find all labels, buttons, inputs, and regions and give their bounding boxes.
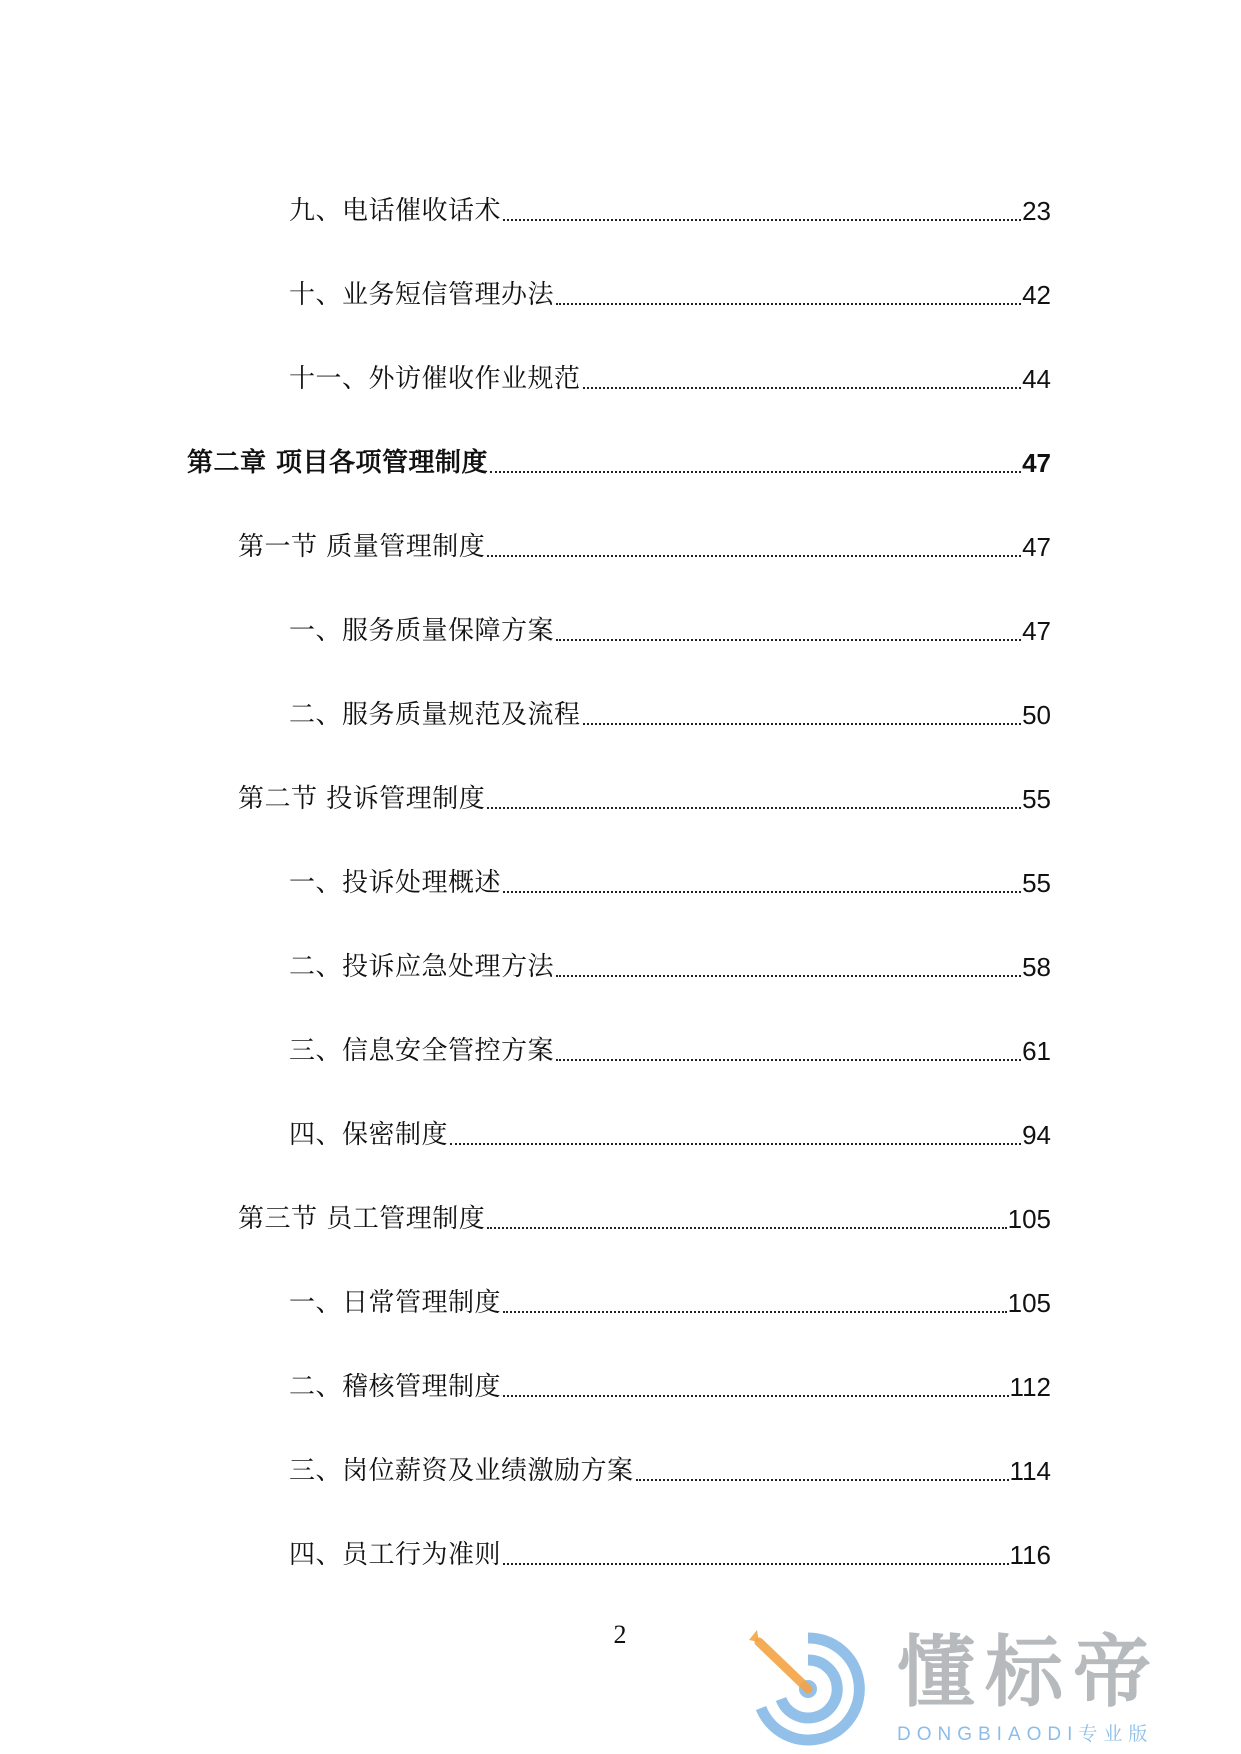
dot-leader	[503, 1395, 1009, 1397]
toc-section-entry[interactable]	[238, 524, 1051, 564]
toc-entry[interactable]	[289, 860, 1051, 900]
toc-entry[interactable]	[289, 356, 1051, 396]
toc-entry[interactable]	[289, 272, 1051, 312]
toc-entry[interactable]	[289, 1448, 1051, 1488]
toc-entry-title: 二、投诉应急处理方法	[289, 952, 555, 982]
toc-entry-title: 第二节 投诉管理制度	[238, 784, 486, 814]
toc-entry[interactable]	[289, 1280, 1051, 1320]
toc-entry-page: 58	[1022, 952, 1051, 982]
toc-entry-page: 112	[1009, 1372, 1051, 1402]
dot-leader	[490, 471, 1021, 473]
toc-entry-title: 四、保密制度	[289, 1120, 449, 1150]
toc-section-entry[interactable]	[238, 776, 1051, 816]
toc-entry-title: 十一、外访催收作业规范	[289, 364, 581, 394]
dot-leader	[556, 1059, 1021, 1061]
dot-leader	[583, 723, 1022, 725]
dot-leader	[450, 1143, 1021, 1145]
toc-entry-title: 三、信息安全管控方案	[289, 1036, 555, 1066]
toc-entry-title: 一、日常管理制度	[289, 1288, 502, 1318]
toc-entry-page: 94	[1022, 1120, 1051, 1150]
toc-entry-page: 116	[1009, 1540, 1051, 1570]
toc-entry[interactable]	[289, 188, 1051, 228]
dot-leader	[487, 807, 1021, 809]
toc-entry-page: 61	[1022, 1036, 1051, 1066]
toc-entry-page: 50	[1022, 700, 1051, 730]
toc-entry-title: 九、电话催收话术	[289, 196, 502, 226]
toc-entry-page: 114	[1009, 1456, 1051, 1486]
toc-entry-title: 一、投诉处理概述	[289, 868, 502, 898]
dot-leader	[503, 891, 1021, 893]
toc-entry-title: 第三节 员工管理制度	[238, 1204, 486, 1234]
toc-section-entry[interactable]	[238, 1196, 1051, 1236]
dot-leader	[487, 555, 1021, 557]
dot-leader	[556, 639, 1021, 641]
page-number: 2	[613, 1620, 627, 1649]
toc-entry-title: 十、业务短信管理办法	[289, 280, 555, 310]
toc-entry-page: 47	[1022, 616, 1051, 646]
toc-entry-title: 二、服务质量规范及流程	[289, 700, 581, 730]
toc-entry-page: 55	[1022, 784, 1051, 814]
toc-entry[interactable]	[289, 692, 1051, 732]
toc-entry-page: 105	[1007, 1204, 1051, 1234]
toc-entry-title: 一、服务质量保障方案	[289, 616, 555, 646]
toc-entry-page: 23	[1022, 196, 1051, 226]
toc-entry-title: 四、员工行为准则	[289, 1540, 502, 1570]
toc-entry-page: 55	[1022, 868, 1051, 898]
dot-leader	[503, 1311, 1007, 1313]
dot-leader	[636, 1479, 1009, 1481]
toc-entry-page: 47	[1022, 532, 1051, 562]
dot-leader	[556, 303, 1021, 305]
toc-entry[interactable]	[289, 944, 1051, 984]
toc-entry-page: 44	[1022, 364, 1051, 394]
toc-entry[interactable]	[289, 1112, 1051, 1152]
toc-entry[interactable]	[289, 1028, 1051, 1068]
watermark-subtitle: DONGBIAODI专业版	[897, 1724, 1154, 1745]
toc-entry[interactable]	[289, 608, 1051, 648]
toc-entry-title: 二、稽核管理制度	[289, 1372, 502, 1402]
toc-entry[interactable]	[289, 1364, 1051, 1404]
toc-entry-title: 第二章 项目各项管理制度	[187, 448, 489, 478]
toc-entry-title: 三、岗位薪资及业绩激励方案	[289, 1456, 634, 1486]
toc-entry-title: 第一节 质量管理制度	[238, 532, 486, 562]
toc-entry-page: 47	[1022, 448, 1051, 478]
dot-leader	[487, 1227, 1006, 1229]
watermark-logo-text: 懂标帝	[897, 1628, 1162, 1718]
dot-leader	[503, 1563, 1009, 1565]
dot-leader	[556, 975, 1021, 977]
toc-entry-page: 105	[1007, 1288, 1051, 1318]
toc-entry-page: 42	[1022, 280, 1051, 310]
toc-entry[interactable]	[289, 1532, 1051, 1572]
dot-leader	[583, 387, 1022, 389]
dot-leader	[503, 219, 1021, 221]
toc-chapter-entry[interactable]	[187, 440, 1051, 480]
